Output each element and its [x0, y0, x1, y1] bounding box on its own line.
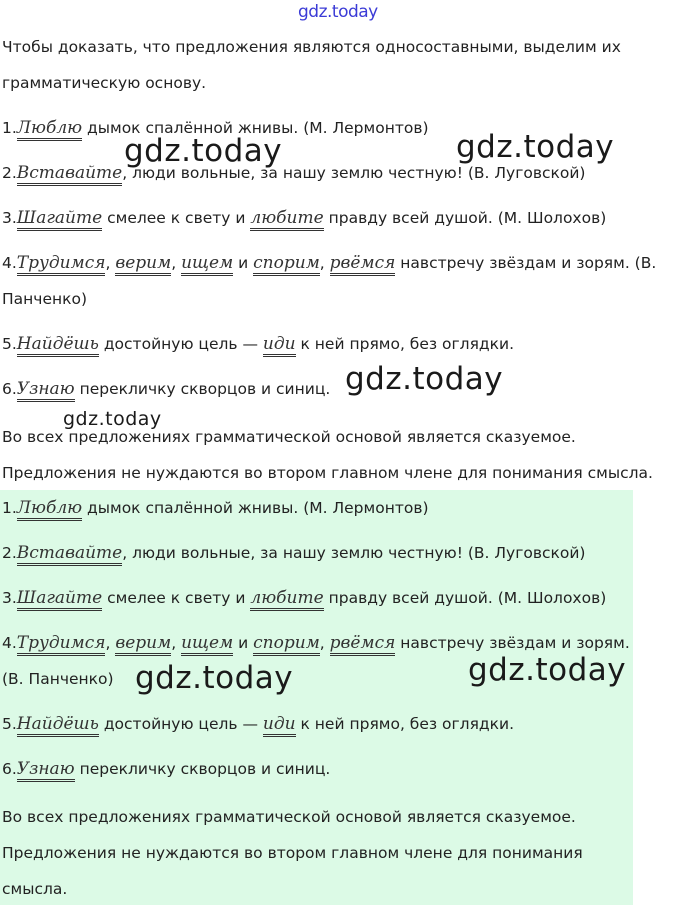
sentence-text: достойную цель — — [98, 335, 263, 353]
predicate-word: спорим — [253, 253, 320, 276]
predicate-word: Трудимся — [17, 253, 106, 276]
sentence-item — [2, 580, 606, 616]
sentence-text: дымок спалённой жнивы. (М. Лермонтов) — [82, 499, 429, 517]
sentence-item — [2, 326, 514, 362]
watermark: gdz.today — [124, 133, 283, 169]
sentence-number: 3. — [2, 589, 17, 607]
sentence-text: , — [171, 634, 182, 652]
sentence-text: перекличку скворцов и синиц. — [74, 760, 331, 778]
predicate-word: любите — [250, 588, 323, 611]
sentence-continuation: (В. Панченко) — [2, 670, 114, 688]
conclusion-line: смысла. — [2, 880, 68, 898]
sentence-text: к ней прямо, без оглядки. — [295, 715, 514, 733]
predicate-word: Узнаю — [17, 759, 75, 782]
predicate-word: Шагайте — [17, 588, 102, 611]
sentence-number: 2. — [2, 164, 17, 182]
predicate-word: Найдёшь — [17, 334, 99, 357]
sentence-item — [2, 490, 429, 526]
sentence-text: навстречу звёздам и зорям. — [395, 634, 630, 652]
sentence-text: смелее к свету и — [102, 589, 251, 607]
watermark: gdz.today — [345, 361, 504, 397]
sentence-text: смелее к свету и — [102, 209, 251, 227]
predicate-word: Найдёшь — [17, 714, 99, 737]
predicate-word: Узнаю — [17, 379, 75, 402]
predicate-word: любите — [250, 208, 323, 231]
sentence-number: 3. — [2, 209, 17, 227]
predicate-word: спорим — [253, 633, 320, 656]
predicate-word: Трудимся — [17, 633, 106, 656]
sentence-item — [2, 200, 606, 236]
predicate-word: ищем — [181, 633, 233, 656]
sentence-item — [2, 706, 514, 742]
watermark: gdz.today — [135, 660, 294, 696]
sentence-text: и — [233, 634, 254, 652]
sentence-text: , — [319, 634, 330, 652]
conclusion-line: Предложения не нуждаются во втором главном члене для понимания смысла. — [2, 464, 653, 482]
predicate-word: Люблю — [17, 118, 82, 141]
sentence-number: 6. — [2, 380, 17, 398]
sentence-text: , — [105, 254, 116, 272]
sentence-item — [2, 371, 330, 407]
watermark: gdz.today — [456, 129, 615, 165]
predicate-word: Люблю — [17, 498, 82, 521]
sentence-item — [2, 110, 429, 146]
sentence-item — [2, 245, 656, 281]
predicate-word: иди — [263, 714, 296, 737]
predicate-word: Шагайте — [17, 208, 102, 231]
sentence-text: правду всей душой. (М. Шолохов) — [323, 589, 607, 607]
intro-line: грамматическую основу. — [2, 74, 207, 92]
sentence-text: к ней прямо, без оглядки. — [295, 335, 514, 353]
sentence-text: достойную цель — — [98, 715, 263, 733]
predicate-word: рвёмся — [330, 253, 396, 276]
predicate-word: рвёмся — [330, 633, 396, 656]
sentence-number: 4. — [2, 254, 17, 272]
sentence-text: , — [105, 634, 116, 652]
intro-line: Чтобы доказать, что предложения являются односоставными, выделим их — [2, 38, 621, 56]
sentence-text: навстречу звёздам и зорям. (В. — [395, 254, 657, 272]
watermark: gdz.today — [63, 408, 162, 430]
predicate-word: Вставайте — [17, 163, 122, 186]
sentence-item — [2, 535, 585, 571]
sentence-number: 5. — [2, 335, 17, 353]
sentence-number: 5. — [2, 715, 17, 733]
predicate-word: ищем — [181, 253, 233, 276]
sentence-item — [2, 625, 630, 661]
sentence-number: 2. — [2, 544, 17, 562]
predicate-word: иди — [263, 334, 296, 357]
sentence-continuation: Панченко) — [2, 290, 88, 308]
sentence-number: 4. — [2, 634, 17, 652]
predicate-word: Вставайте — [17, 543, 122, 566]
sentence-text: , — [171, 254, 182, 272]
sentence-text: правду всей душой. (М. Шолохов) — [323, 209, 607, 227]
sentence-item — [2, 751, 330, 787]
sentence-text: , люди вольные, за нашу землю честную! (В. Луговской) — [122, 164, 586, 182]
sentence-item — [2, 155, 585, 191]
watermark: gdz.today — [468, 652, 627, 688]
site-watermark-top: gdz.today — [298, 2, 378, 22]
sentence-number: 6. — [2, 760, 17, 778]
sentence-text: , — [319, 254, 330, 272]
predicate-word: верим — [115, 633, 171, 656]
predicate-word: верим — [115, 253, 171, 276]
sentence-text: перекличку скворцов и синиц. — [74, 380, 331, 398]
conclusion-line: Предложения не нуждаются во втором главном члене для понимания — [2, 844, 583, 862]
sentence-number: 1. — [2, 499, 17, 517]
sentence-text: , люди вольные, за нашу землю честную! (В. Луговской) — [122, 544, 586, 562]
conclusion-line: Во всех предложениях грамматической основой является сказуемое. — [2, 428, 576, 446]
sentence-text: дымок спалённой жнивы. (М. Лермонтов) — [82, 119, 429, 137]
sentence-text: и — [233, 254, 254, 272]
sentence-number: 1. — [2, 119, 17, 137]
conclusion-line: Во всех предложениях грамматической основой является сказуемое. — [2, 808, 576, 826]
